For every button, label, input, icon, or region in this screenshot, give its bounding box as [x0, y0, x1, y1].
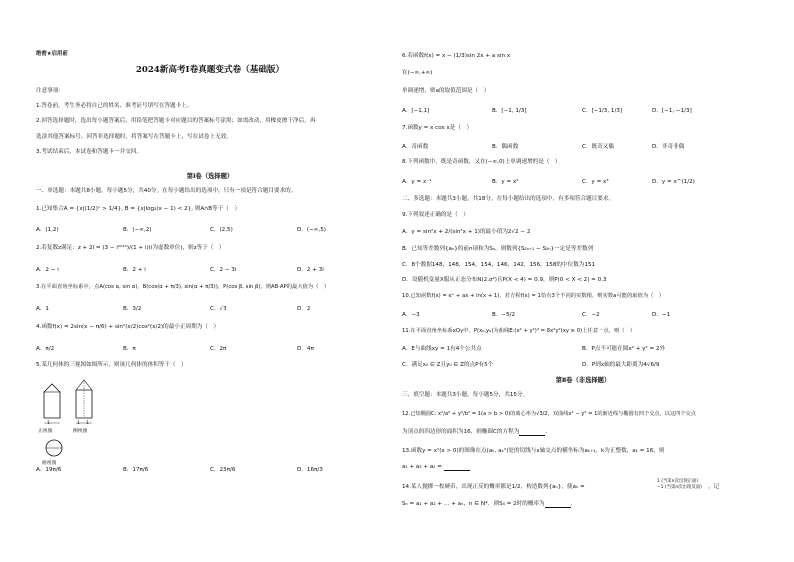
- page-title: 2024新高考Ⅰ卷真题变式卷（基础版）: [135, 65, 285, 75]
- side-view-label: 侧视图: [73, 429, 88, 434]
- question-6-tail: 单调递增，则a的取值范围是（ ）: [402, 88, 490, 94]
- question-6: 6.若函数f(x) = x − (1/3)sin 2x + a sin x: [402, 53, 511, 59]
- question-4: 4.函数f(x) = 2sin(x − π/6) + sin²(x/2)cos²(x/2)的最小正周期为（ ）: [36, 324, 220, 330]
- option-c: C．满足x₀ ∈ Z且y₀ ∈ Z的点P有5个: [402, 362, 494, 368]
- notes-heading: 注意事项：: [36, 88, 64, 94]
- question-8: 8.下列函数中，既是奇函数，又在(−∞,0)上单调递增的是（ ）: [402, 159, 561, 165]
- question-7: 7.函数y = x cos x是（ ）: [402, 125, 473, 131]
- question-14-tail: ，记: [708, 484, 720, 490]
- question-12-text: 为顶点的四边形的面积为16，则椭圆C的方程为: [402, 429, 520, 435]
- secret-mark: 绝密★启用前: [36, 51, 68, 57]
- option-b: B．3/2: [123, 306, 142, 312]
- question-14: [402, 484, 585, 491]
- note-item: 选涂其他答案标号。回答非选择题时，将答案写在答题卡上，写在试卷上无效。: [36, 134, 232, 140]
- question-14-text-2: Sₙ = a₁ + a₂ + … + aₙ，n ∈ N*．则S₄ = 2时的概率为: [402, 501, 545, 507]
- answer-blank[interactable]: [444, 465, 470, 471]
- option-b: B．−5/2: [492, 312, 516, 318]
- option-c: C．[−1/3, 1/3]: [582, 108, 623, 114]
- option-a: A．2 − i: [36, 267, 59, 273]
- option-c: C．√3: [210, 306, 227, 312]
- option-c: C．(2,5): [210, 227, 233, 233]
- question-5: 5.某几何体的三视图如图所示，则该几何体的体积等于（ ）: [36, 362, 187, 368]
- option-d: D．设随机变量X服从正态分布N(2,σ²)且P(X < 4) = 0.9，则P(0 < X < 2) = 0.3: [402, 277, 607, 283]
- question-14-text: 14.某人抛掷一枚硬币，出现正反的概率都是1/2，构造数列{aₙ}，使aₙ =: [402, 484, 585, 490]
- option-d: D．−1: [652, 312, 671, 318]
- note-item: 3.考试结束后，本试卷和答题卡一并交回。: [36, 149, 143, 155]
- question-14-end: ．: [570, 501, 577, 507]
- answer-blank[interactable]: [519, 430, 545, 436]
- question-11: 11.在平面直角坐标系xOy中，P(x₀,y₀)为曲线E:(x² + y²)³ = 8x²y²(xy ≥ 0)上任意一点，则（ ）: [402, 328, 636, 334]
- option-c: C．2 − 3i: [210, 267, 237, 273]
- question-14-cont: [402, 501, 576, 508]
- option-b: B．已知等差数列{aₙ}的前n项和为Sₙ，则数列{S₂ₙ₊₁ − S₂ₙ}一定是等差数列: [402, 246, 594, 252]
- option-a: A．y = x⁻¹: [402, 179, 432, 185]
- option-a: A．(1,2): [36, 227, 59, 233]
- option-c: C．−2: [582, 312, 600, 318]
- option-a: A．−3: [402, 312, 420, 318]
- piecewise-case-1: 1 (当第n次出现正面): [657, 479, 699, 484]
- option-b: B．17π/6: [123, 467, 149, 473]
- option-a: A．19π/6: [36, 467, 62, 473]
- option-a: A．1: [36, 306, 49, 312]
- question-2: 2.若复数z满足：z + 2i = (3 − i²⁰²⁴)/(1 + i)(i为虚数单位)，则z等于（ ）: [36, 245, 225, 251]
- option-b: B．P点不可能在圆x² + y² = 2外: [582, 346, 666, 352]
- part2-title: 第Ⅱ卷（非选择题）: [555, 377, 611, 384]
- note-item: 1.答卷前，考生务必将自己的姓名、准考证号填写在答题卡上。: [36, 103, 193, 109]
- option-d: D．2 + 3i: [297, 267, 324, 273]
- option-b: B．偶函数: [492, 144, 519, 150]
- note-item: 2.回答选择题时，选出每小题答案后，用铅笔把答题卡对应题目的答案标号涂黑；如需改动，用橡皮擦干净后，再: [36, 118, 316, 124]
- question-1: 1.已知集合A = {x|(1/2)ˣ > 1/4}, B = {x|log₂(x − 1) < 2}, 则A∩B等于（ ）: [36, 206, 241, 212]
- option-d: D．P到x轴的最大距离为4√6/9: [582, 362, 660, 368]
- option-d: D．y = x^(1/2): [652, 179, 695, 185]
- option-b: B．y = x²: [492, 179, 519, 185]
- question-10: 10.已知函数f(x) = eˣ + ax + ln(x + 1)，若方程f(x) = 1恰有3个不同的实数根，则实数a可能的取值为（ ）: [402, 293, 665, 299]
- answer-blank[interactable]: [545, 502, 571, 508]
- option-b: B．π: [123, 346, 136, 352]
- option-d: D．[−1, −1/3]: [652, 108, 692, 114]
- question-6-domain: 在(−∞,+∞): [402, 70, 433, 76]
- question-9: 9.下列叙述正确的是（ ）: [402, 212, 469, 218]
- question-12-end: ．: [545, 429, 551, 435]
- top-view-label: 俯视图: [42, 461, 57, 466]
- part1-title: 第Ⅰ卷（选择题）: [186, 173, 234, 180]
- option-c: C．23π/6: [210, 467, 236, 473]
- question-3: 3.在平面直角坐标系中，点A(cos α, sin α)，B(cos(α + π/3), sin(α + π/3))，P(cos β, sin β)，则AB·AP的最大值为（ ）: [36, 284, 330, 290]
- front-view-label: 正视图: [38, 429, 53, 434]
- option-c: C．既奇又偶: [582, 144, 614, 150]
- option-c: C．8个数据148，148，154，154，146，142，156，158的中位数为151: [402, 262, 596, 268]
- option-d: D．2: [297, 306, 311, 312]
- option-a: A．[−1,1]: [402, 108, 430, 114]
- question-13: 13.函数y = x²(x > 0)的图像在点(aₖ, aₖ²)处的切线与x轴交点的横坐标为aₖ₊₁，k为正整数，a₁ = 16，则: [402, 448, 665, 454]
- dim-front: 1: [47, 421, 50, 426]
- piecewise-case-2: −1 (当第n次出现反面): [657, 485, 702, 490]
- dim-side-2: 1: [86, 421, 89, 426]
- option-c: C．2π: [210, 346, 227, 352]
- option-a: A．y = sin²x + 2/(sin²x + 1)的最小值为2√2 − 2: [402, 229, 531, 235]
- option-d: D．4π: [297, 346, 314, 352]
- option-a: A．E与曲线xy = 1有4个公共点: [402, 346, 482, 352]
- dim-side-1: 1: [77, 421, 80, 426]
- question-12-cont: [402, 429, 551, 436]
- option-b: B．[−1, 1/3]: [492, 108, 527, 114]
- option-a: A．π/2: [36, 346, 55, 352]
- option-c: C．y = x³: [582, 179, 609, 185]
- question-13-text: a₁ + a₃ + a₅ =: [402, 464, 442, 470]
- section2-heading: 二、多选题：本题共3小题，共18分。在每小题给出的选项中，有多项符合题目要求。: [402, 196, 615, 202]
- option-a: A．奇函数: [402, 144, 429, 150]
- question-12: 12.已知椭圆C: x²/a² + y²/b² = 1(a > b > 0)的离心率为√3/2，双曲线x² − y² = 1的渐近线与椭圆有四个交点，以这四个交点: [402, 411, 696, 417]
- option-b: B．(−∞,2): [123, 227, 152, 233]
- option-d: D．非奇非偶: [652, 144, 685, 150]
- section1-heading: 一、单选题：本题共8小题，每小题5分，共40分。在每小题给出的选项中，只有一项是符合题目要求的。: [36, 188, 297, 194]
- option-b: B．2 + i: [123, 267, 146, 273]
- option-d: D．16π/3: [297, 467, 323, 473]
- section3-heading: 三、填空题：本题共3小题，每小题5分，共15分。: [402, 392, 529, 398]
- option-d: D．(−∞,5): [297, 227, 326, 233]
- question-13-cont: [402, 464, 470, 471]
